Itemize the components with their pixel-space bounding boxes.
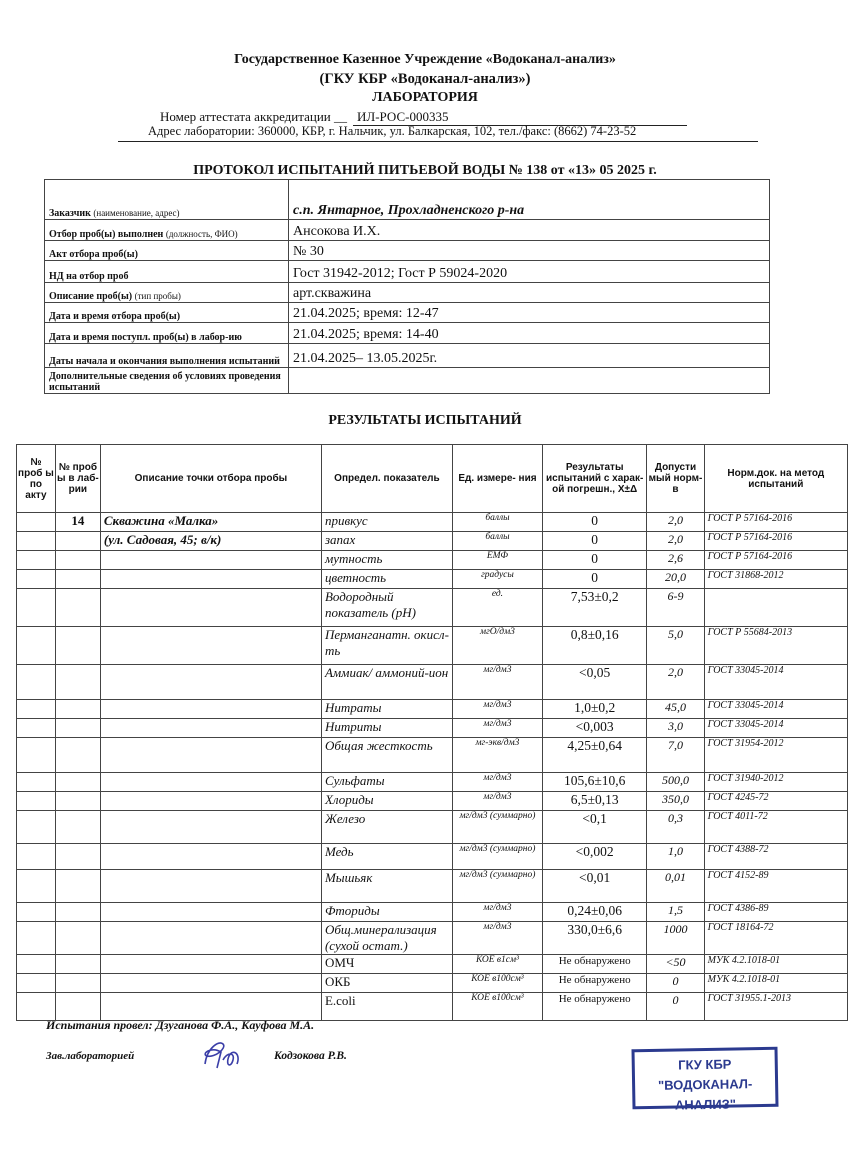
cell-method: ГОСТ 4388-72 <box>704 844 847 870</box>
cell-indicator: Общ.минерализация (сухой остат.) <box>321 922 452 955</box>
cell-indicator: цветность <box>321 570 452 589</box>
cell-norm: <50 <box>647 955 704 974</box>
cell-unit: мг/дм3 <box>452 903 542 922</box>
cell-point <box>100 903 321 922</box>
cell-sample-lab <box>55 955 100 974</box>
cell-sample-lab <box>55 811 100 844</box>
info-row <box>45 261 770 283</box>
cell-unit: ед. <box>452 589 542 627</box>
cell-method: ГОСТ Р 55684-2013 <box>704 627 847 665</box>
cell-norm: 20,0 <box>647 570 704 589</box>
info-key <box>45 368 289 394</box>
col-method: Норм.док. на метод испытаний <box>704 445 847 513</box>
cell-point <box>100 589 321 627</box>
cell-sample-act <box>17 532 56 551</box>
col-norm: Допусти мый норм-в <box>647 445 704 513</box>
cell-sample-lab <box>55 974 100 993</box>
cell-indicator: Железо <box>321 811 452 844</box>
info-value: Гост 31942-2012; Гост Р 59024-2020 <box>289 261 770 283</box>
cell-result: 105,6±10,6 <box>542 773 646 792</box>
cell-point <box>100 738 321 773</box>
org-short-name: (ГКУ КБР «Водоканал-анализ») <box>319 71 531 87</box>
cell-sample-act <box>17 844 56 870</box>
col-point: Описание точки отбора пробы <box>100 445 321 513</box>
result-row <box>17 792 848 811</box>
cell-sample-lab <box>55 773 100 792</box>
signature <box>197 1034 249 1074</box>
info-value: арт.скважина <box>289 283 770 303</box>
cell-unit: мг/дм3 <box>452 773 542 792</box>
info-key-note: (тип пробы) <box>134 291 181 301</box>
result-row <box>17 974 848 993</box>
info-row <box>45 323 770 344</box>
cell-norm: 0,3 <box>647 811 704 844</box>
result-row <box>17 870 848 903</box>
cell-indicator: Перманганатн. окисл-ть <box>321 627 452 665</box>
stamp-line-1: ГКУ КБР <box>677 1056 732 1073</box>
cell-indicator: Общая жесткость <box>321 738 452 773</box>
protocol-title: ПРОТОКОЛ ИСПЫТАНИЙ ПИТЬЕВОЙ ВОДЫ № 138 от «13» 05 2025 г. <box>193 163 657 178</box>
info-key <box>45 344 289 368</box>
info-key <box>45 241 289 261</box>
cell-point <box>100 922 321 955</box>
stamp-line-2: "ВОДОКАНАЛ-АНАЛИЗ" <box>657 1076 753 1113</box>
info-key-label: НД на отбор проб <box>49 271 129 282</box>
cell-unit: мг/дм3 <box>452 792 542 811</box>
cell-method: ГОСТ 4386-89 <box>704 903 847 922</box>
result-row <box>17 719 848 738</box>
cell-sample-lab <box>55 719 100 738</box>
col-result: Результаты испытаний с харак-ой погрешн., X±Δ <box>542 445 646 513</box>
lab-heading: ЛАБОРАТОРИЯ <box>372 90 478 105</box>
cell-norm: 2,6 <box>647 551 704 570</box>
result-row <box>17 773 848 792</box>
cell-point <box>100 792 321 811</box>
cell-unit: мг/дм3 <box>452 922 542 955</box>
cell-method: ГОСТ 4245-72 <box>704 792 847 811</box>
cell-method: ГОСТ Р 57164-2016 <box>704 513 847 532</box>
cell-point: Скважина «Малка» <box>100 513 321 532</box>
cell-norm: 1000 <box>647 922 704 955</box>
cell-norm: 2,0 <box>647 513 704 532</box>
info-key-label: Даты начала и окончания выполнения испытаний <box>49 356 280 367</box>
cell-point <box>100 870 321 903</box>
cell-unit: мг/дм3 <box>452 719 542 738</box>
result-row <box>17 532 848 551</box>
info-key <box>45 220 289 241</box>
results-title: РЕЗУЛЬТАТЫ ИСПЫТАНИЙ <box>328 413 522 428</box>
cell-indicator: привкус <box>321 513 452 532</box>
cell-sample-act <box>17 903 56 922</box>
cell-point <box>100 811 321 844</box>
cell-result: 4,25±0,64 <box>542 738 646 773</box>
cell-unit: мг-экв/дм3 <box>452 738 542 773</box>
cell-point <box>100 627 321 665</box>
cell-unit: КОЕ в100см³ <box>452 974 542 993</box>
cell-indicator: запах <box>321 532 452 551</box>
cell-result: 0 <box>542 513 646 532</box>
cell-result: Не обнаружено <box>542 955 646 974</box>
cell-method: ГОСТ Р 57164-2016 <box>704 551 847 570</box>
info-row <box>45 344 770 368</box>
info-value: 21.04.2025; время: 14-40 <box>289 323 770 344</box>
cell-sample-act <box>17 627 56 665</box>
cell-norm: 0 <box>647 974 704 993</box>
cell-result: 0 <box>542 551 646 570</box>
result-row <box>17 955 848 974</box>
info-row <box>45 241 770 261</box>
result-row <box>17 811 848 844</box>
result-row <box>17 627 848 665</box>
result-row <box>17 665 848 700</box>
info-key-label: Дополнительные сведения об условиях проведения испытаний <box>49 371 281 393</box>
cell-sample-lab <box>55 700 100 719</box>
info-value: № 30 <box>289 241 770 261</box>
cell-result: 1,0±0,2 <box>542 700 646 719</box>
cell-result: <0,002 <box>542 844 646 870</box>
info-row <box>45 283 770 303</box>
cell-method: ГОСТ 4011-72 <box>704 811 847 844</box>
cell-sample-act <box>17 811 56 844</box>
cell-norm: 2,0 <box>647 532 704 551</box>
tested-by: Испытания провел: Дзуганова Ф.А., Кауфова М.А. <box>46 1018 315 1032</box>
cell-indicator: E.coli <box>321 993 452 1021</box>
cell-sample-lab <box>55 589 100 627</box>
result-row <box>17 551 848 570</box>
cell-sample-lab <box>55 570 100 589</box>
cell-point: (ул. Садовая, 45; в/к) <box>100 532 321 551</box>
col-unit: Ед. измере- ния <box>452 445 542 513</box>
info-row <box>45 303 770 323</box>
cell-sample-lab <box>55 792 100 811</box>
cell-sample-act <box>17 700 56 719</box>
cell-norm: 5,0 <box>647 627 704 665</box>
info-row <box>45 220 770 241</box>
org-name: Государственное Казенное Учреждение «Водоканал-анализ» <box>234 52 616 67</box>
cell-result: <0,1 <box>542 811 646 844</box>
info-value: Ансокова И.Х. <box>289 220 770 241</box>
cell-point <box>100 844 321 870</box>
cell-norm: 0 <box>647 993 704 1021</box>
cell-result: Не обнаружено <box>542 974 646 993</box>
info-key-label: Дата и время поступл. проб(ы) в лабор-ию <box>49 332 242 343</box>
info-key-note: (должность, ФИО) <box>165 229 238 239</box>
cell-sample-lab <box>55 993 100 1021</box>
cell-point <box>100 570 321 589</box>
info-key-label: Описание проб(ы) <box>49 291 133 302</box>
head-label: Зав.лабораторией <box>46 1050 135 1062</box>
info-key-note: (наименование, адрес) <box>93 208 180 218</box>
info-key-label: Отбор проб(ы) выполнен <box>49 229 164 240</box>
cell-method: ГОСТ 31868-2012 <box>704 570 847 589</box>
cell-result: <0,05 <box>542 665 646 700</box>
result-row <box>17 903 848 922</box>
cell-sample-act <box>17 551 56 570</box>
cell-point <box>100 700 321 719</box>
info-key-label: Заказчик <box>49 208 91 219</box>
cell-indicator: Нитриты <box>321 719 452 738</box>
cell-unit: мг/дм3 (суммарно) <box>452 844 542 870</box>
col-sample-act: № проб ы по акту <box>17 445 56 513</box>
cell-sample-act <box>17 870 56 903</box>
cell-method: МУК 4.2.1018-01 <box>704 955 847 974</box>
info-value <box>289 368 770 394</box>
cell-norm: 3,0 <box>647 719 704 738</box>
results-header-row <box>17 445 848 513</box>
cell-result: <0,01 <box>542 870 646 903</box>
results-table <box>16 444 848 1021</box>
cell-result: Не обнаружено <box>542 993 646 1021</box>
cell-unit: КОЕ в100см³ <box>452 993 542 1021</box>
info-row <box>45 368 770 394</box>
cell-indicator: Нитраты <box>321 700 452 719</box>
cell-norm: 6-9 <box>647 589 704 627</box>
cell-point <box>100 665 321 700</box>
cell-unit: КОЕ в1см³ <box>452 955 542 974</box>
result-row <box>17 570 848 589</box>
cell-sample-lab: 14 <box>55 513 100 532</box>
cell-sample-act <box>17 738 56 773</box>
col-sample-lab: № проб ы в лаб- рии <box>55 445 100 513</box>
cell-indicator: ОКБ <box>321 974 452 993</box>
cell-sample-act <box>17 773 56 792</box>
result-row <box>17 738 848 773</box>
cell-sample-act <box>17 955 56 974</box>
info-key <box>45 261 289 283</box>
cell-indicator: Аммиак/ аммоний-ион <box>321 665 452 700</box>
cell-indicator: Медь <box>321 844 452 870</box>
info-key <box>45 180 289 220</box>
cell-method: ГОСТ 18164-72 <box>704 922 847 955</box>
cell-unit: мг/дм3 (суммарно) <box>452 811 542 844</box>
cell-sample-lab <box>55 665 100 700</box>
cell-sample-act <box>17 792 56 811</box>
cell-sample-act <box>17 589 56 627</box>
cell-result: 330,0±6,6 <box>542 922 646 955</box>
cell-result: 6,5±0,13 <box>542 792 646 811</box>
cell-sample-act <box>17 922 56 955</box>
cell-method: ГОСТ 33045-2014 <box>704 719 847 738</box>
cell-sample-lab <box>55 844 100 870</box>
cell-norm: 350,0 <box>647 792 704 811</box>
cell-sample-lab <box>55 627 100 665</box>
info-table <box>44 179 770 394</box>
accreditation-label: Номер аттестата аккредитации __ <box>160 109 347 124</box>
cell-sample-lab <box>55 870 100 903</box>
cell-sample-act <box>17 570 56 589</box>
result-row <box>17 589 848 627</box>
cell-sample-act <box>17 719 56 738</box>
result-row <box>17 700 848 719</box>
cell-point <box>100 551 321 570</box>
cell-sample-act <box>17 993 56 1021</box>
info-row <box>45 180 770 220</box>
result-row <box>17 513 848 532</box>
cell-indicator: Водородный показатель (pH) <box>321 589 452 627</box>
cell-point <box>100 993 321 1021</box>
cell-result: 0 <box>542 570 646 589</box>
lab-address: Адрес лаборатории: 360000, КБР, г. Нальчик, ул. Балкарская, 102, тел./факс: (8662) 74-23-52 <box>148 124 637 138</box>
info-value: с.п. Янтарное, Прохладненского р-на <box>289 180 770 220</box>
cell-indicator: Сульфаты <box>321 773 452 792</box>
cell-method: ГОСТ 31955.1-2013 <box>704 993 847 1021</box>
cell-sample-act <box>17 974 56 993</box>
cell-sample-act <box>17 513 56 532</box>
cell-sample-act <box>17 665 56 700</box>
cell-indicator: мутность <box>321 551 452 570</box>
cell-norm: 2,0 <box>647 665 704 700</box>
cell-norm: 500,0 <box>647 773 704 792</box>
cell-unit: градусы <box>452 570 542 589</box>
info-value: 21.04.2025; время: 12-47 <box>289 303 770 323</box>
cell-sample-lab <box>55 922 100 955</box>
cell-sample-lab <box>55 551 100 570</box>
cell-point <box>100 719 321 738</box>
cell-point <box>100 773 321 792</box>
cell-result: 0,24±0,06 <box>542 903 646 922</box>
cell-result: 0,8±0,16 <box>542 627 646 665</box>
cell-method: ГОСТ 31954-2012 <box>704 738 847 773</box>
info-key-label: Акт отбора проб(ы) <box>49 249 138 260</box>
cell-point <box>100 974 321 993</box>
cell-norm: 7,0 <box>647 738 704 773</box>
result-row <box>17 922 848 955</box>
cell-result: <0,003 <box>542 719 646 738</box>
cell-norm: 0,01 <box>647 870 704 903</box>
cell-method: ГОСТ 33045-2014 <box>704 700 847 719</box>
cell-unit: баллы <box>452 532 542 551</box>
cell-unit: ЕМФ <box>452 551 542 570</box>
cell-unit: мгО/дм3 <box>452 627 542 665</box>
cell-result: 7,53±0,2 <box>542 589 646 627</box>
cell-unit: мг/дм3 (суммарно) <box>452 870 542 903</box>
result-row <box>17 993 848 1021</box>
cell-norm: 1,5 <box>647 903 704 922</box>
cell-method: ГОСТ 33045-2014 <box>704 665 847 700</box>
cell-indicator: ОМЧ <box>321 955 452 974</box>
header-divider <box>118 141 758 142</box>
cell-point <box>100 955 321 974</box>
cell-method <box>704 589 847 627</box>
cell-method: ГОСТ Р 57164-2016 <box>704 532 847 551</box>
info-value: 21.04.2025– 13.05.2025г. <box>289 344 770 368</box>
cell-sample-lab <box>55 738 100 773</box>
cell-indicator: Хлориды <box>321 792 452 811</box>
cell-method: ГОСТ 4152-89 <box>704 870 847 903</box>
cell-method: МУК 4.2.1018-01 <box>704 974 847 993</box>
cell-method: ГОСТ 31940-2012 <box>704 773 847 792</box>
cell-sample-lab <box>55 903 100 922</box>
info-key <box>45 303 289 323</box>
cell-norm: 45,0 <box>647 700 704 719</box>
cell-sample-lab <box>55 532 100 551</box>
cell-indicator: Фториды <box>321 903 452 922</box>
organization-stamp <box>631 1047 778 1113</box>
accreditation-number: ИЛ-РОС-000335 <box>353 109 687 126</box>
info-key <box>45 283 289 303</box>
col-indicator: Определ. показатель <box>321 445 452 513</box>
cell-norm: 1,0 <box>647 844 704 870</box>
head-name: Кодзокова Р.В. <box>274 1050 347 1062</box>
cell-unit: баллы <box>452 513 542 532</box>
cell-unit: мг/дм3 <box>452 665 542 700</box>
info-key <box>45 323 289 344</box>
cell-unit: мг/дм3 <box>452 700 542 719</box>
cell-indicator: Мышьяк <box>321 870 452 903</box>
cell-result: 0 <box>542 532 646 551</box>
result-row <box>17 844 848 870</box>
info-key-label: Дата и время отбора проб(ы) <box>49 311 181 322</box>
